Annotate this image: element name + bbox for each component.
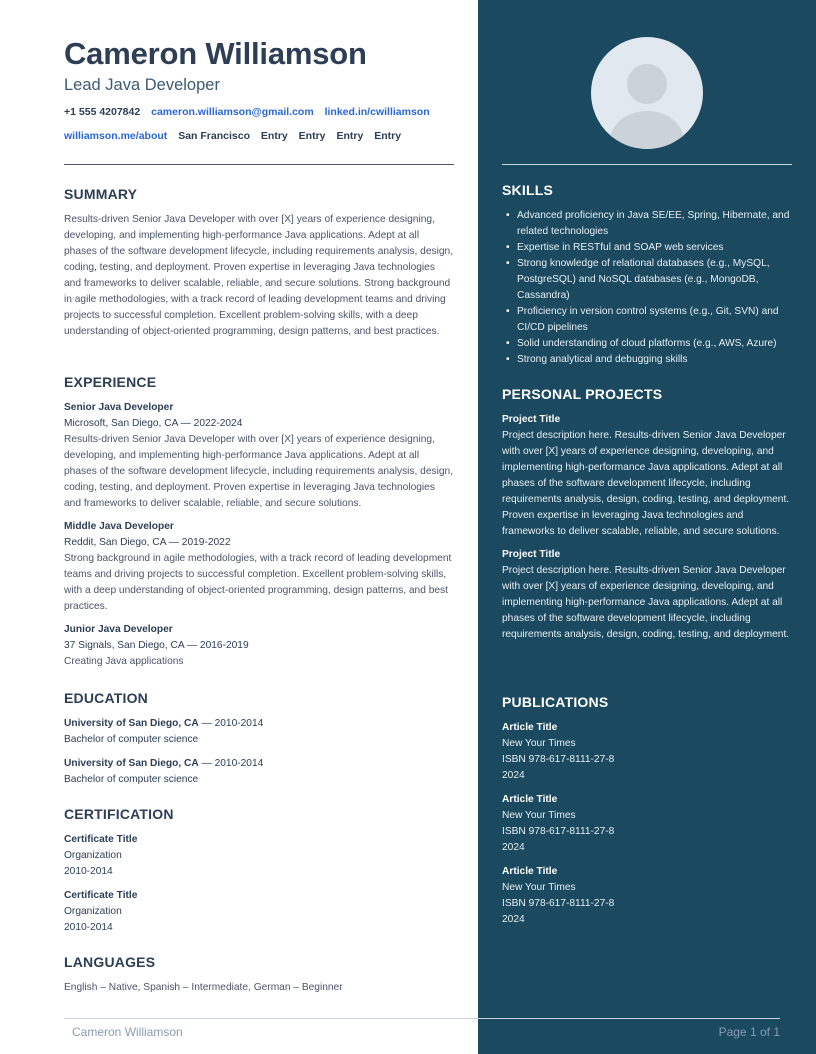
certificate-org: Organization (64, 906, 122, 917)
avatar-head-icon (627, 64, 667, 104)
summary-text: Results-driven Senior Java Developer with over [X] years of experience designing, developing, and implementing high-performance Java applications. Adept at all phases of the software development lifecycle, including requirements analysis, design, coding, testing, and deployment. Proven expertise in leveraging Java technologies and frameworks to deliver scalable, reliable, and secure solutions. Strong background in agile methodologies, with a track record of leading development teams and driving projects to successful completion. Excellent problem-solving skills, with a deep understanding of object-oriented programming, design patterns, and best practices. (64, 214, 454, 337)
languages-section (64, 954, 454, 996)
footer-divider (64, 1018, 780, 1019)
education-years: — 2010-2014 (198, 758, 264, 769)
education-degree: Bachelor of computer science (64, 734, 199, 745)
experience-company: Microsoft, San Diego, CA — 2022-2024 (64, 418, 243, 429)
projects-heading: PERSONAL PROJECTS (502, 386, 663, 402)
avatar-body-icon (610, 111, 684, 149)
skills-section (502, 182, 794, 368)
languages-text: English – Native, Spanish – Intermediate, German – Beginner (64, 982, 343, 993)
certification-section (64, 806, 454, 943)
project-item (502, 412, 794, 540)
footer-name: Cameron Williamson (72, 1025, 183, 1039)
publication-year: 2024 (502, 842, 525, 853)
projects-section (502, 386, 794, 650)
project-title: Project Title (502, 549, 561, 560)
languages-heading: LANGUAGES (64, 954, 156, 970)
publication-title: Article Title (502, 794, 558, 805)
education-school: University of San Diego, CA (64, 718, 199, 729)
education-heading: EDUCATION (64, 690, 148, 706)
project-description: Project description here. Results-driven Senior Java Developer with over [X] years of experience designing, developing, and implementing high-performance Java applications. Adept at all phases of the software development lifecycle, including requirements analysis, design, coding, testing, and deployment. Proven expertise in leveraging Java technologies and frameworks to deliver scalable, reliable, and secure solutions. (502, 430, 790, 537)
publication-item (502, 720, 794, 784)
publication-isbn: ISBN 978-617-8111-27-8 (502, 898, 615, 909)
skill-item: • Solid understanding of cloud platforms (e.g., AWS, Azure) (502, 336, 794, 352)
project-description: Project description here. Results-driven Senior Java Developer with over [X] years of experience designing, developing, and implementing high-performance Java applications. Adept at all phases of the software development lifecycle, including requirements analysis, design, coding, testing, and deployment. (502, 565, 790, 640)
experience-section (64, 374, 454, 677)
experience-item (64, 519, 454, 615)
experience-item (64, 400, 454, 512)
skill-item: • Proficiency in version control systems (e.g., Git, SVN) and CI/CD pipelines (502, 304, 794, 336)
publication-isbn: ISBN 978-617-8111-27-8 (502, 826, 615, 837)
location: San Francisco (178, 130, 250, 142)
summary-section (64, 186, 454, 340)
skill-item: • Strong knowledge of relational databases (e.g., MySQL, PostgreSQL) and NoSQL databases (e.g., MongoDB, Cassandra) (502, 256, 794, 304)
contact-row-1 (64, 106, 438, 118)
contact-entry: Entry (260, 130, 288, 142)
publication-year: 2024 (502, 770, 525, 781)
candidate-name: Cameron Williamson (64, 36, 367, 71)
publication-title: Article Title (502, 722, 558, 733)
education-section (64, 690, 454, 795)
contact-entry: Entry (374, 130, 402, 142)
publication-publisher: New Your Times (502, 882, 576, 893)
contact-entry: Entry (298, 130, 326, 142)
publication-publisher: New Your Times (502, 810, 576, 821)
project-item (502, 547, 794, 643)
header-divider (64, 164, 454, 165)
skill-item: • Strong analytical and debugging skills (502, 352, 794, 368)
certification-item (64, 888, 454, 936)
certification-item (64, 832, 454, 880)
publications-heading: PUBLICATIONS (502, 694, 609, 710)
experience-description: Strong background in agile methodologies, with a track record of leading development teams and driving projects to successful completion. Excellent problem-solving skills, with a deep understanding of object-oriented programming, design patterns, and best practices. (64, 553, 452, 612)
publication-publisher: New Your Times (502, 738, 576, 749)
certificate-years: 2010-2014 (64, 866, 113, 877)
education-school-line (64, 716, 454, 732)
publication-item (502, 864, 794, 928)
skills-list (502, 208, 794, 368)
experience-company: Reddit, San Diego, CA — 2019-2022 (64, 537, 231, 548)
contact-row-2 (64, 130, 409, 142)
publication-item (502, 792, 794, 856)
education-school-line (64, 756, 454, 772)
experience-heading: EXPERIENCE (64, 374, 157, 390)
education-years: — 2010-2014 (198, 718, 264, 729)
email-link[interactable]: cameron.williamson@gmail.com (151, 106, 314, 118)
experience-description: Results-driven Senior Java Developer with over [X] years of experience designing, developing, and implementing high-performance Java applications. Adept at all phases of the software development lifecycle, including requirements analysis, design, coding, testing, and deployment. Proven expertise in leveraging Java technologies and frameworks to deliver scalable, reliable, and secure solutions. (64, 434, 454, 509)
experience-role: Middle Java Developer (64, 521, 174, 532)
education-item (64, 716, 454, 748)
experience-description: Creating Java applications (64, 656, 184, 667)
project-title: Project Title (502, 414, 561, 425)
skill-item: • Advanced proficiency in Java SE/EE, Spring, Hibernate, and related technologies (502, 208, 794, 240)
certificate-title: Certificate Title (64, 834, 138, 845)
experience-role: Junior Java Developer (64, 624, 173, 635)
certificate-years: 2010-2014 (64, 922, 113, 933)
job-title: Lead Java Developer (64, 76, 220, 94)
education-item (64, 756, 454, 788)
publication-isbn: ISBN 978-617-8111-27-8 (502, 754, 615, 765)
education-degree: Bachelor of computer science (64, 774, 199, 785)
certificate-org: Organization (64, 850, 122, 861)
avatar (591, 37, 703, 149)
certification-heading: CERTIFICATION (64, 806, 174, 822)
website-link[interactable]: williamson.me/about (64, 130, 168, 142)
publication-year: 2024 (502, 914, 525, 925)
summary-heading: SUMMARY (64, 186, 138, 202)
phone-number: +1 555 4207842 (64, 106, 141, 118)
education-school: University of San Diego, CA (64, 758, 199, 769)
publications-section (502, 694, 794, 935)
contact-entry: Entry (336, 130, 364, 142)
skills-heading: SKILLS (502, 182, 553, 198)
sidebar-divider (502, 164, 792, 165)
page-number: Page 1 of 1 (718, 1025, 780, 1039)
linkedin-link[interactable]: linked.in/cwilliamson (324, 106, 430, 118)
experience-company: 37 Signals, San Diego, CA — 2016-2019 (64, 640, 249, 651)
certificate-title: Certificate Title (64, 890, 138, 901)
experience-item (64, 622, 454, 670)
experience-role: Senior Java Developer (64, 402, 174, 413)
publication-title: Article Title (502, 866, 558, 877)
skill-item: • Expertise in RESTful and SOAP web services (502, 240, 794, 256)
